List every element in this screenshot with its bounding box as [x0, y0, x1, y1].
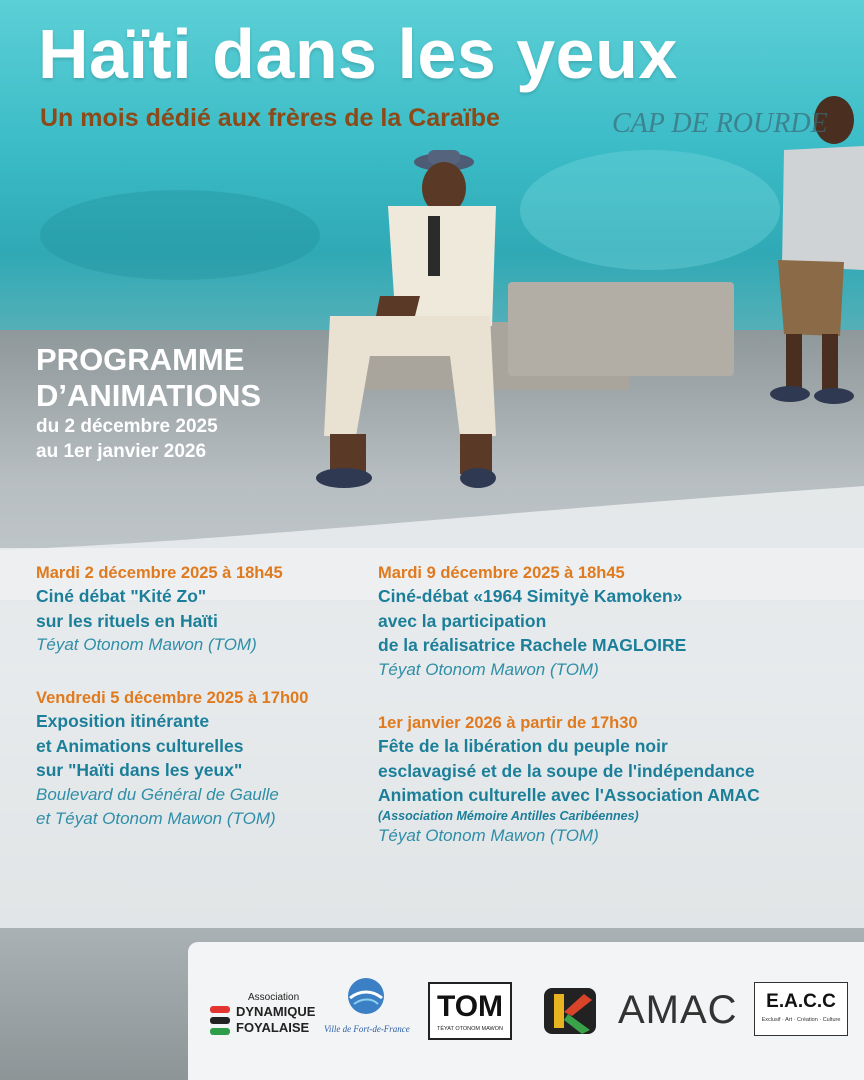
programme-heading — [36, 342, 261, 464]
ville-signature: Ville de Fort-de-France — [324, 1024, 410, 1034]
event-title-line: Exposition itinérante — [36, 711, 210, 731]
event-card — [378, 712, 760, 848]
tom-subtitle: TÉYAT OTONOM MAWON — [437, 1026, 503, 1032]
event-title-line: avec la participation — [378, 610, 547, 631]
event-venue: Téyat Otonom Mawon (TOM) — [378, 659, 599, 679]
poster-title: Haïti dans les yeux — [38, 15, 678, 93]
event-date: Mardi 2 décembre 2025 à 18h45 — [36, 564, 283, 582]
amac-logo: AMAC — [618, 988, 738, 1032]
programme-dates: au 1er janvier 2026 — [36, 441, 207, 462]
event-title-line: Animation culturelle avec l'Association AMAC — [378, 785, 760, 805]
event-venue: Téyat Otonom Mawon (TOM) — [36, 635, 257, 654]
event-title-line: et Animations culturelles — [36, 735, 244, 756]
dynamique-label: DYNAMIQUE — [236, 1004, 316, 1019]
event-title-line: esclavagisé et de la soupe de l'indépendance — [378, 760, 755, 781]
event-card — [378, 562, 686, 682]
dynamique-label-small: Association — [248, 992, 300, 1003]
wall-stain — [40, 190, 320, 280]
eacc-label: E.A.C.C — [766, 991, 836, 1012]
event-venue: Boulevard du Général de Gaulle — [36, 784, 279, 804]
event-card — [36, 687, 308, 831]
ville-fort-de-france-logo — [320, 976, 412, 1048]
tom-label: TOM — [436, 990, 504, 1023]
event-title-line: sur "Haïti dans les yeux" — [36, 760, 243, 780]
globe-emblem-icon — [346, 976, 386, 1016]
wall-graffiti: CAP DE ROURDE — [612, 108, 828, 139]
eacc-subtitle: Exclusif · Art · Création · Culture — [761, 1017, 841, 1023]
event-title-line: Fête de la libération du peuple noir — [378, 736, 668, 756]
tom-logo — [428, 982, 512, 1040]
concrete-block — [508, 282, 734, 376]
event-title-line: sur les rituels en Haïti — [36, 610, 218, 631]
seated-man-figure — [310, 146, 510, 496]
event-subnote: (Association Mémoire Antilles Caribéennes) — [378, 808, 639, 823]
event-title-line: de la réalisatrice Rachele MAGLOIRE — [378, 635, 687, 655]
event-date: Mardi 9 décembre 2025 à 18h45 — [378, 564, 625, 582]
eacc-logo — [754, 982, 848, 1036]
partner-logos-strip — [188, 942, 864, 1080]
event-venue: et Téyat Otonom Mawon (TOM) — [36, 808, 276, 828]
wall-stain — [520, 150, 780, 270]
event-date: Vendredi 5 décembre 2025 à 17h00 — [36, 689, 309, 707]
programme-line: D’ANIMATIONS — [36, 378, 262, 413]
event-card — [36, 562, 283, 657]
event-date: 1er janvier 2026 à partir de 17h30 — [378, 714, 638, 732]
event-venue: Téyat Otonom Mawon (TOM) — [378, 825, 599, 845]
dynamique-foyalaise-logo — [210, 990, 320, 1036]
event-title-line: Ciné débat "Kité Zo" — [36, 586, 207, 606]
programme-dates: du 2 décembre 2025 — [36, 416, 218, 437]
poster-subtitle: Un mois dédié aux frères de la Caraïbe — [40, 104, 500, 132]
flag-stripes-icon — [210, 1006, 230, 1036]
programme-line: PROGRAMME — [36, 342, 245, 377]
foyalaise-label: FOYALAISE — [236, 1020, 310, 1035]
k-brush-logo-icon — [540, 982, 600, 1040]
event-title-line: Ciné-débat «1964 Simityè Kamoken» — [378, 586, 683, 606]
